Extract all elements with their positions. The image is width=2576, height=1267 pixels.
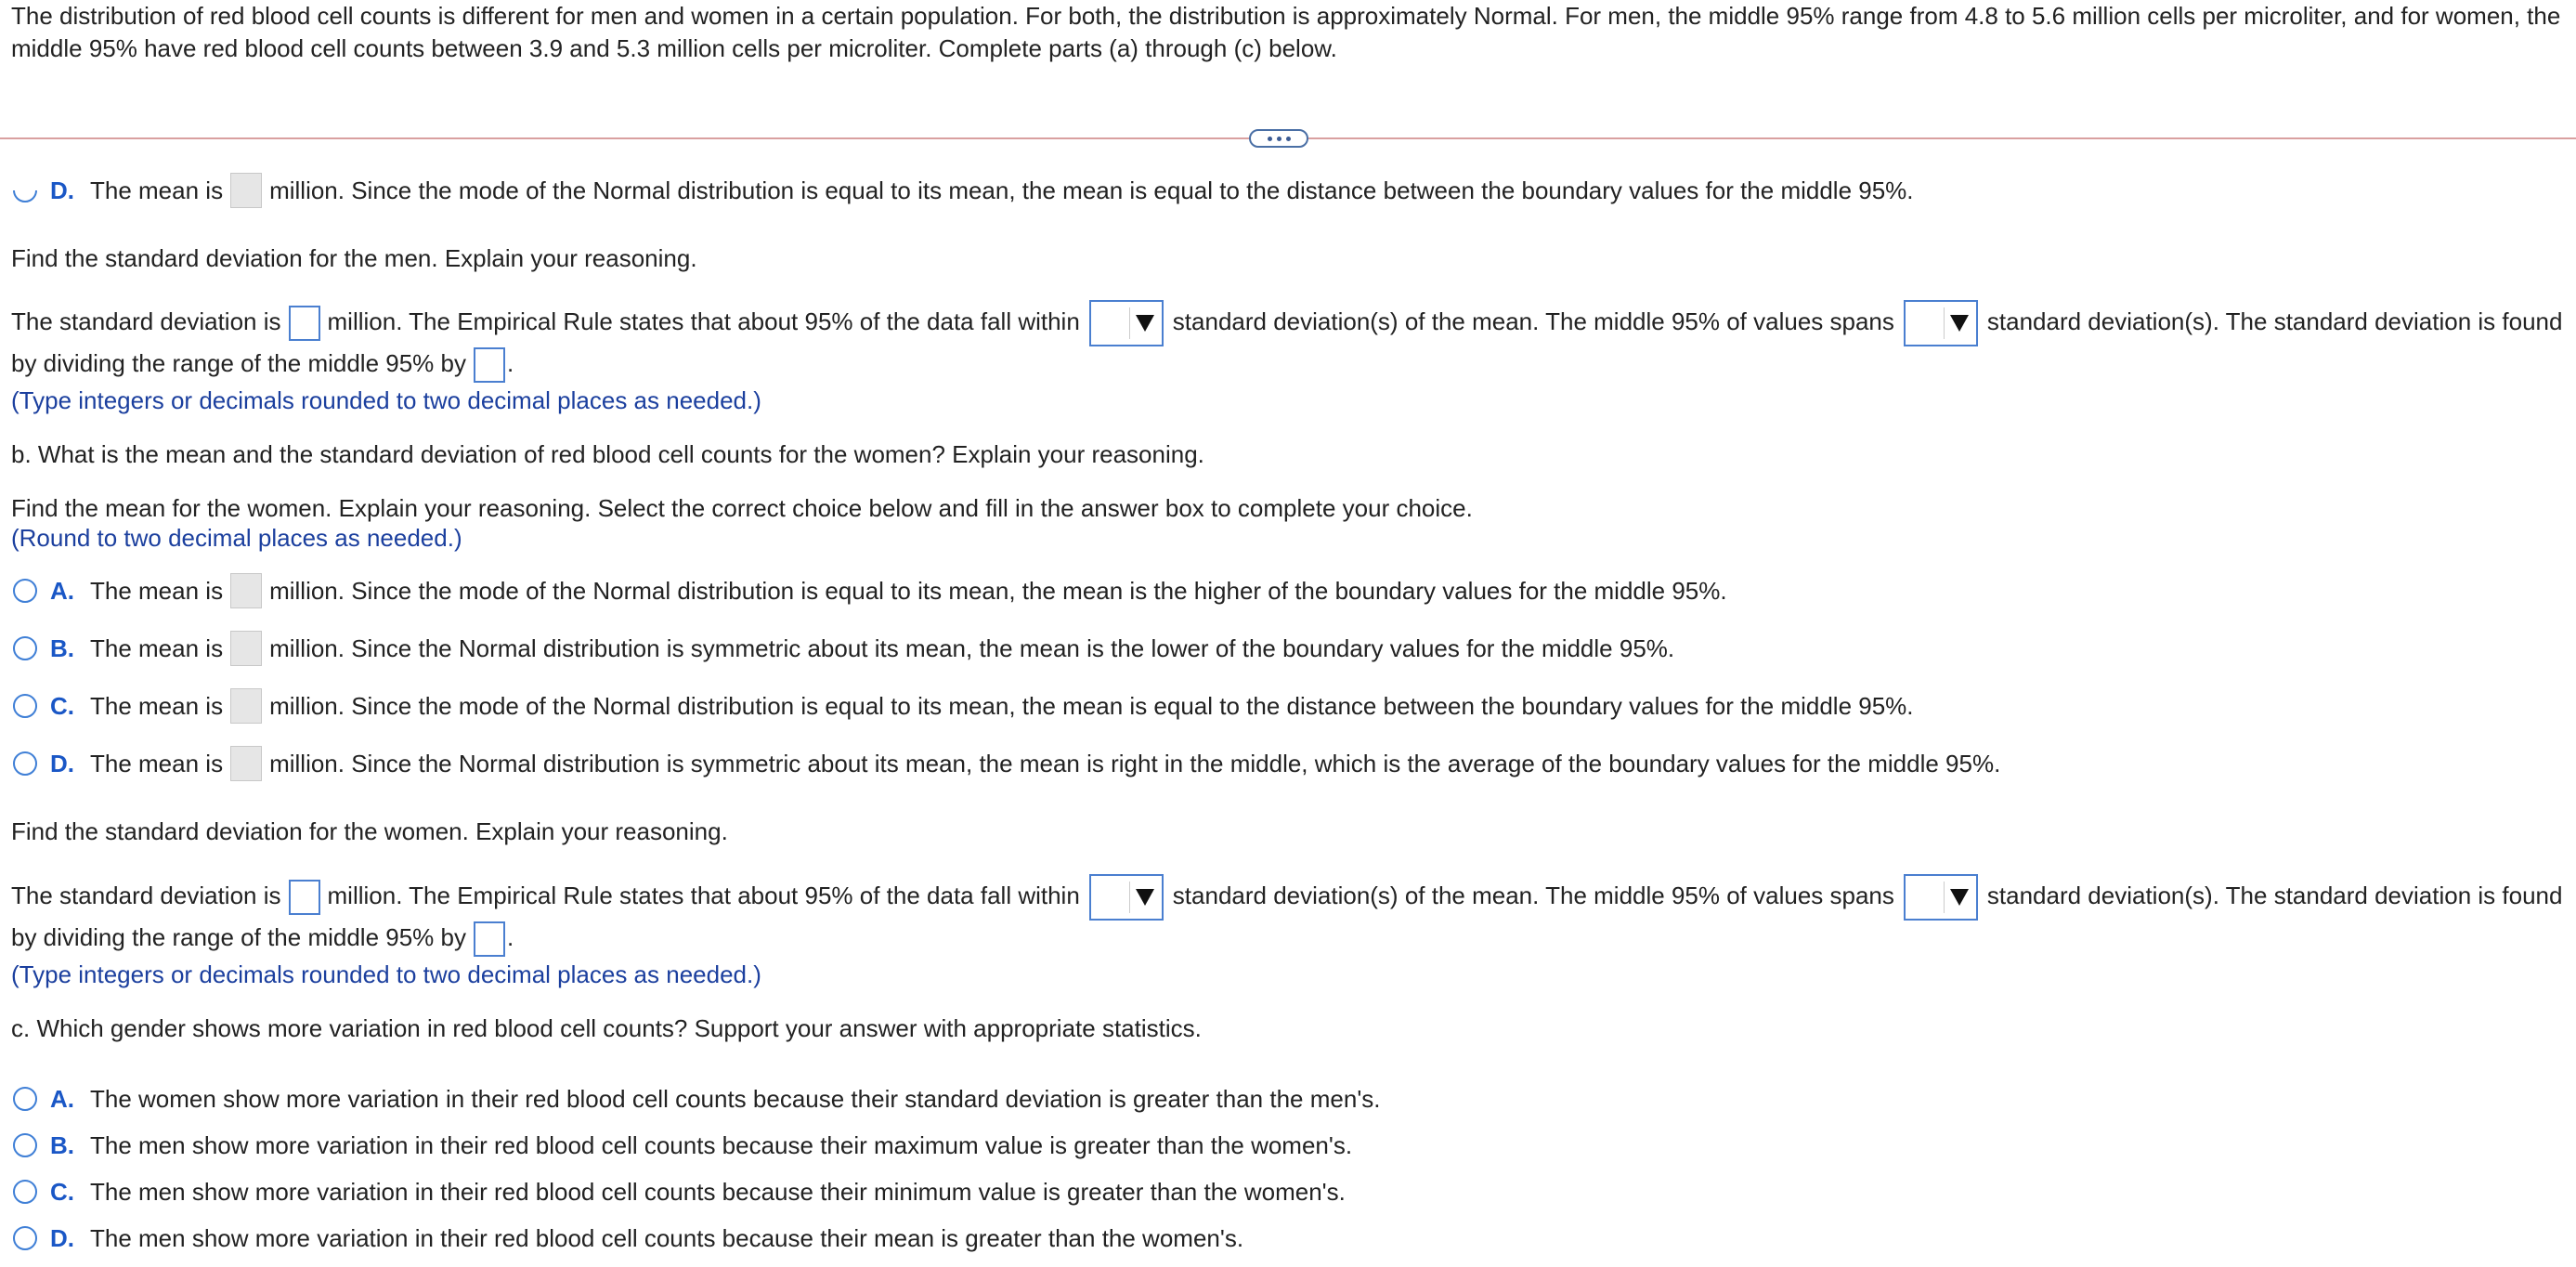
expand-more-button[interactable] — [1249, 129, 1308, 148]
radio-button[interactable] — [13, 694, 37, 718]
dropdown-arrow-icon — [1136, 889, 1154, 906]
radio-button[interactable] — [13, 1087, 37, 1111]
men-sd-sentence: The standard deviation is million. The Empirical Rule states that about 95% of the data fall within standard deviation(s) of the mean. The middle 95% of values spans standard deviation(s). The standard deviation is found — [11, 300, 2562, 346]
answer-box-disabled — [230, 688, 262, 724]
variation-choice-d[interactable]: D. The men show more variation in their red blood cell counts because their mean is greater than the women's. — [13, 1218, 1243, 1259]
radio-button[interactable] — [13, 579, 37, 603]
answer-box-disabled — [230, 746, 262, 781]
radio-button[interactable] — [13, 1180, 37, 1204]
women-mean-choice-d[interactable]: D. The mean is million. Since the Normal distribution is symmetric about its mean, the mean is right in the middle, which is the average of the boundary values for the middle 95%. — [13, 743, 2000, 784]
radio-button[interactable] — [13, 1226, 37, 1250]
women-sd-sentence-cont: by dividing the range of the middle 95% by . — [11, 919, 514, 957]
radio-button[interactable] — [13, 178, 37, 202]
women-mean-prompt: Find the mean for the women. Explain your reasoning. Select the correct choice below and fill in the answer box to complete your choice. — [11, 494, 1473, 522]
radio-button[interactable] — [13, 751, 37, 776]
women-mean-note: (Round to two decimal places as needed.) — [11, 524, 462, 552]
problem-statement: The distribution of red blood cell counts is different for men and women in a certain population. For both, the distribution is approximately Normal. For men, the middle 95% range from 4.8 to 5.6 million cells per microliter, and for women, the middle 95% have red blood cell counts between 3.9 and 5.3 million cells per microliter. Complete parts (a) through (c) below. — [11, 2, 2561, 62]
women-within-dropdown[interactable] — [1089, 874, 1164, 921]
dropdown-arrow-icon — [1950, 889, 1969, 906]
ellipsis-icon — [1268, 137, 1272, 141]
men-spans-dropdown[interactable] — [1904, 300, 1978, 346]
men-divisor-input[interactable] — [474, 347, 505, 383]
variation-choice-b[interactable]: B. The men show more variation in their red blood cell counts because their maximum value is greater than the women's. — [13, 1125, 1352, 1166]
answer-box-disabled — [230, 173, 262, 208]
dropdown-arrow-icon — [1136, 315, 1154, 332]
men-sd-input[interactable] — [289, 306, 320, 341]
women-spans-dropdown[interactable] — [1904, 874, 1978, 921]
women-mean-choice-a[interactable]: A. The mean is million. Since the mode of the Normal distribution is equal to its mean, the mean is the higher of the boundary values for the middle 95%. — [13, 570, 1727, 611]
dropdown-arrow-icon — [1950, 315, 1969, 332]
women-sd-input[interactable] — [289, 880, 320, 915]
answer-box-disabled — [230, 631, 262, 666]
variation-choice-c[interactable]: C. The men show more variation in their red blood cell counts because their minimum value is greater than the women's. — [13, 1171, 1346, 1212]
radio-button[interactable] — [13, 636, 37, 660]
men-within-dropdown[interactable] — [1089, 300, 1164, 346]
radio-button[interactable] — [13, 1133, 37, 1157]
variation-choice-a[interactable]: A. The women show more variation in their red blood cell counts because their standard deviation is greater than the men's. — [13, 1078, 1381, 1119]
part-c-question: c. Which gender shows more variation in red blood cell counts? Support your answer with appropriate statistics. — [11, 1014, 1202, 1042]
men-sd-sentence-cont: by dividing the range of the middle 95% by . — [11, 345, 514, 383]
women-sd-sentence: The standard deviation is million. The Empirical Rule states that about 95% of the data fall within standard deviation(s) of the mean. The middle 95% of values spans standard deviation(s). The standard deviation is found — [11, 874, 2562, 921]
women-mean-choice-b[interactable]: B. The mean is million. Since the Normal distribution is symmetric about its mean, the mean is the lower of the boundary values for the middle 95%. — [13, 628, 1674, 669]
part-b-question: b. What is the mean and the standard deviation of red blood cell counts for the women? Explain your reasoning. — [11, 440, 1204, 468]
answer-box-disabled — [230, 573, 262, 608]
women-mean-choice-c[interactable]: C. The mean is million. Since the mode of the Normal distribution is equal to its mean, the mean is equal to the distance between the boundary values for the middle 95%. — [13, 686, 1914, 726]
women-sd-prompt: Find the standard deviation for the women. Explain your reasoning. — [11, 817, 728, 845]
men-mean-choice-d[interactable]: D. The mean is million. Since the mode of the Normal distribution is equal to its mean, the mean is equal to the distance between the boundary values for the middle 95%. — [13, 170, 1914, 211]
women-divisor-input[interactable] — [474, 921, 505, 957]
women-sd-note: (Type integers or decimals rounded to two decimal places as needed.) — [11, 960, 761, 988]
men-sd-note: (Type integers or decimals rounded to two decimal places as needed.) — [11, 386, 761, 414]
men-sd-prompt: Find the standard deviation for the men. Explain your reasoning. — [11, 244, 697, 272]
